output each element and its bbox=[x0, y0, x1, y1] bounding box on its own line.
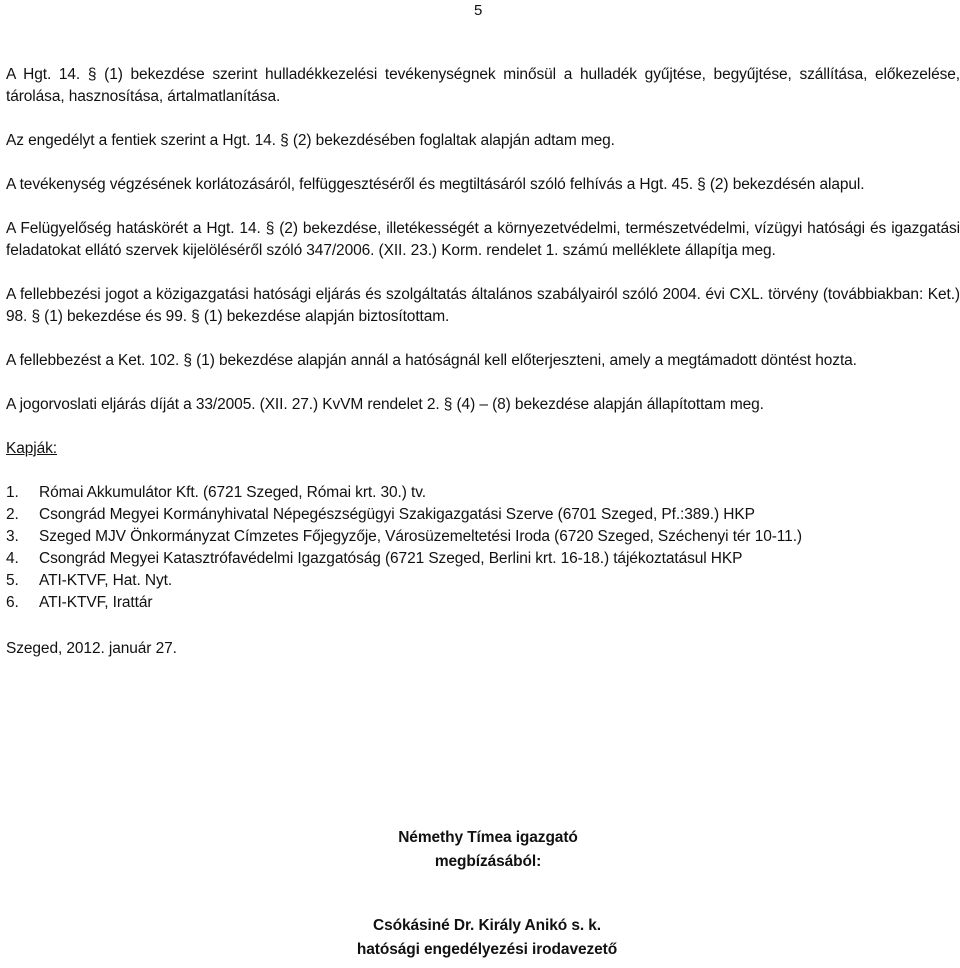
signature-block-office-head bbox=[7, 914, 960, 962]
signature-role: megbízásából: bbox=[434, 853, 542, 870]
list-item-number: 2. bbox=[6, 506, 19, 523]
recipients-heading: Kapják: bbox=[6, 440, 57, 457]
recipients-list bbox=[6, 482, 960, 614]
list-item-number: 5. bbox=[6, 572, 19, 589]
paragraph-hulladekkezeles: A Hgt. 14. § (1) bekezdése szerint hulladékkezelési tevékenységnek minősül a hulladék gyűjtése, begyűjtése, szállítása, előkezelése, tárolása, hasznosítása, ártalmatlanítása. bbox=[6, 66, 960, 105]
list-item-number: 6. bbox=[6, 594, 19, 611]
paragraph-fellebbezes: A fellebbezést a Ket. 102. § (1) bekezdése alapján annál a hatóságnál kell előterjeszteni, amely a megtámadott döntést hozta. bbox=[6, 352, 857, 369]
list-item-number: 1. bbox=[6, 484, 19, 501]
document-body bbox=[6, 64, 960, 660]
list-item-text: Csongrád Megyei Katasztrófavédelmi Igazgatóság (6721 Szeged, Berlini krt. 16-18.) tájékoztatásul HKP bbox=[39, 550, 743, 567]
list-item-text: Szeged MJV Önkormányzat Címzetes Főjegyzője, Városüzemeltetési Iroda (6720 Szeged, Széchenyi tér 10-11.) bbox=[39, 528, 802, 545]
list-item-number: 4. bbox=[6, 550, 19, 567]
list-item-text: Római Akkumulátor Kft. (6721 Szeged, Római krt. 30.) tv. bbox=[39, 484, 426, 501]
paragraph-jogorvoslati-dij: A jogorvoslati eljárás díját a 33/2005. (XII. 27.) KvVM rendelet 2. § (4) – (8) bekezdése alapján állapítottam meg. bbox=[6, 396, 764, 413]
signature-name: Csókásiné Dr. Király Anikó s. k. bbox=[373, 917, 601, 934]
list-item bbox=[6, 570, 960, 592]
paragraph-hataskor: A Felügyelőség hatáskörét a Hgt. 14. § (2) bekezdése, illetékességét a környezetvédelmi, természetvédelmi, vízügyi hatósági és igazgatási feladatokat ellátó szervek kijelöléséről szóló 347/2006. (XII. 23.) Korm. rendelet 1. számú melléklete állapítja meg. bbox=[6, 220, 960, 259]
paragraph-fellebbezesi-jog: A fellebbezési jogot a közigazgatási hatósági eljárás és szolgáltatás általános szabályairól szóló 2004. évi CXL. törvény (továbbiakban: Ket.) 98. § (1) bekezdése és 99. § (1) bekezdése alapján biztosítottam. bbox=[6, 286, 960, 325]
signature-name: Némethy Tímea igazgató bbox=[398, 829, 578, 846]
list-item bbox=[6, 526, 960, 548]
list-item bbox=[6, 592, 960, 614]
list-item bbox=[6, 504, 960, 526]
date-line: Szeged, 2012. január 27. bbox=[6, 640, 177, 657]
list-item-text: ATI-KTVF, Irattár bbox=[39, 594, 153, 611]
page-number: 5 bbox=[474, 2, 483, 19]
list-item-text: ATI-KTVF, Hat. Nyt. bbox=[39, 572, 173, 589]
paragraph-engedely: Az engedélyt a fentiek szerint a Hgt. 14. § (2) bekezdésében foglaltak alapján adtam meg. bbox=[6, 132, 615, 149]
signature-role: hatósági engedélyezési irodavezető bbox=[356, 941, 618, 958]
paragraph-korlatozas: A tevékenység végzésének korlátozásáról, felfüggesztéséről és megtiltásáról szóló felhívás a Hgt. 45. § (2) bekezdésén alapul. bbox=[6, 176, 865, 193]
list-item-number: 3. bbox=[6, 528, 19, 545]
list-item-text: Csongrád Megyei Kormányhivatal Népegészségügyi Szakigazgatási Szerve (6701 Szeged, Pf.:389.) HKP bbox=[39, 506, 755, 523]
signature-block-director bbox=[8, 826, 960, 874]
list-item bbox=[6, 482, 960, 504]
list-item bbox=[6, 548, 960, 570]
